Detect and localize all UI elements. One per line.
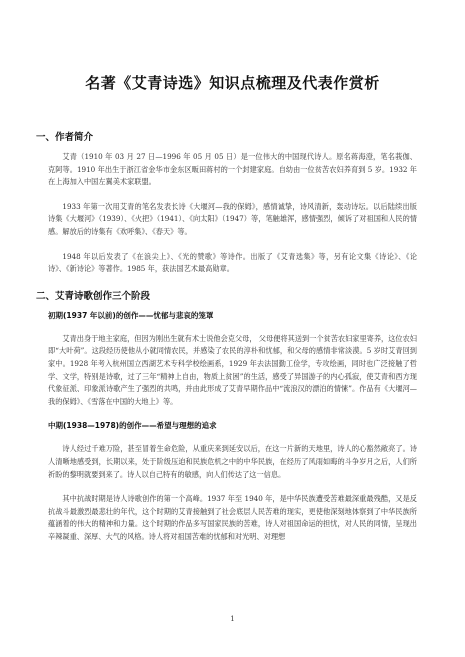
- paragraph: 1933 年第一次用艾青的笔名发表长诗《大堰河—我的保姆》，感情诚挚，诗风清新，轰动诗坛。以后陆续出版诗集《大堰河》（1939）、《火把》（1941）、《向太阳》（1947）等，笔触雄浑，感情强烈，倾诉了对祖国和人民的情感。解放后的诗集有《欢呼集》、《春天》等。: [48, 201, 417, 236]
- document-title: 名著《艾青诗选》知识点梳理及代表作赏析: [85, 74, 380, 92]
- paragraph: 艾青（1910 年 03 月 27 日—1996 年 05 月 05 日）是一位伟大的中国现代诗人。原名蒋海澄，笔名莪伽、克阿等。1910 年出生于浙江省金华市金东区畈田蒋村的一个封建家庭。自幼由一位贫苦农妇养育到 5 岁。1932 年在上海加入中国左翼美术家联盟。: [48, 152, 417, 187]
- paragraph: 1948 年以后发表了《在浪尖上》、《光的赞歌》等诗作。出版了《艾青选集》等，另有论文集《诗论》、《论诗》、《新诗论》等著作。1985 年，获法国艺术最高勋章。: [48, 251, 417, 274]
- section-heading-stages: 二、艾青诗歌创作三个阶段: [36, 290, 151, 302]
- paragraph: 诗人经过千难万险，甚至冒着生命危险，从重庆来到延安以后，在这一片新的天地里，诗人的心豁然敞亮了。诗人清晰地感受到，长期以来，处于阶级压迫和民族危机之中的中华民族，在经历了风雨如晦的斗争岁月之后，人们所祈盼的黎明就要到来了。诗人以自己特有的敏感，向人们传达了这一信息。: [48, 444, 417, 479]
- section-heading-author: 一、作者简介: [36, 132, 94, 143]
- subheading-middle-stage: 中期(1938—1978)的创作——希望与理想的追求: [48, 421, 217, 431]
- page-number: 1: [230, 615, 235, 623]
- paragraph: 其中抗战时期是诗人诗歌创作的第一个高峰。1937 年至 1940 年，是中华民族遭受苦难最深重最残酷，又是反抗战斗最激烈最悲壮的年代，这个时期的艾青接触到了社会底层人民苦难的现实，更使他深刻地体察到了中华民族所蕴涵着的伟大的精神和力量。这个时期的作品多写国家民族的苦难，诗人对祖国命运的担忧，对人民的同情，呈现出辛辣凝重、深厚、大气的风格。诗人将对祖国苦难的忧郁和对光明、对理想: [48, 494, 417, 541]
- subheading-early-stage: 初期(1937 年以前)的创作——忧郁与悲哀的笼罩: [48, 310, 214, 320]
- paragraph: 艾青出身于地主家庭，但因为刚出生就有术士说他会克父母， 父母便将其送到一个贫苦农妇家里寄养，这位农妇即“大叶荷”。这段经历使他从小就同情农民，并感染了农民的淳朴和忧郁，和父母的感情非常淡漠。5 岁时艾青回到家中。1928 年考入杭州国立西湖艺术专科学校绘画系，1929 年去法国勤工俭学，专攻绘画，同时也广泛接触了哲学、文学，特别是诗歌，过了三年“精神上自由，物质上贫困”的生活，感受了异国游子的内心孤寂，使艾青和西方现代象征派、印象派诗歌产生了强烈的共鸣，并由此形成了艾青早期作品中“流浪汉的漂泊的情愫”。作品有《大堰河—我的保姆》、《雪落在中国的大地上》等。: [48, 333, 417, 406]
